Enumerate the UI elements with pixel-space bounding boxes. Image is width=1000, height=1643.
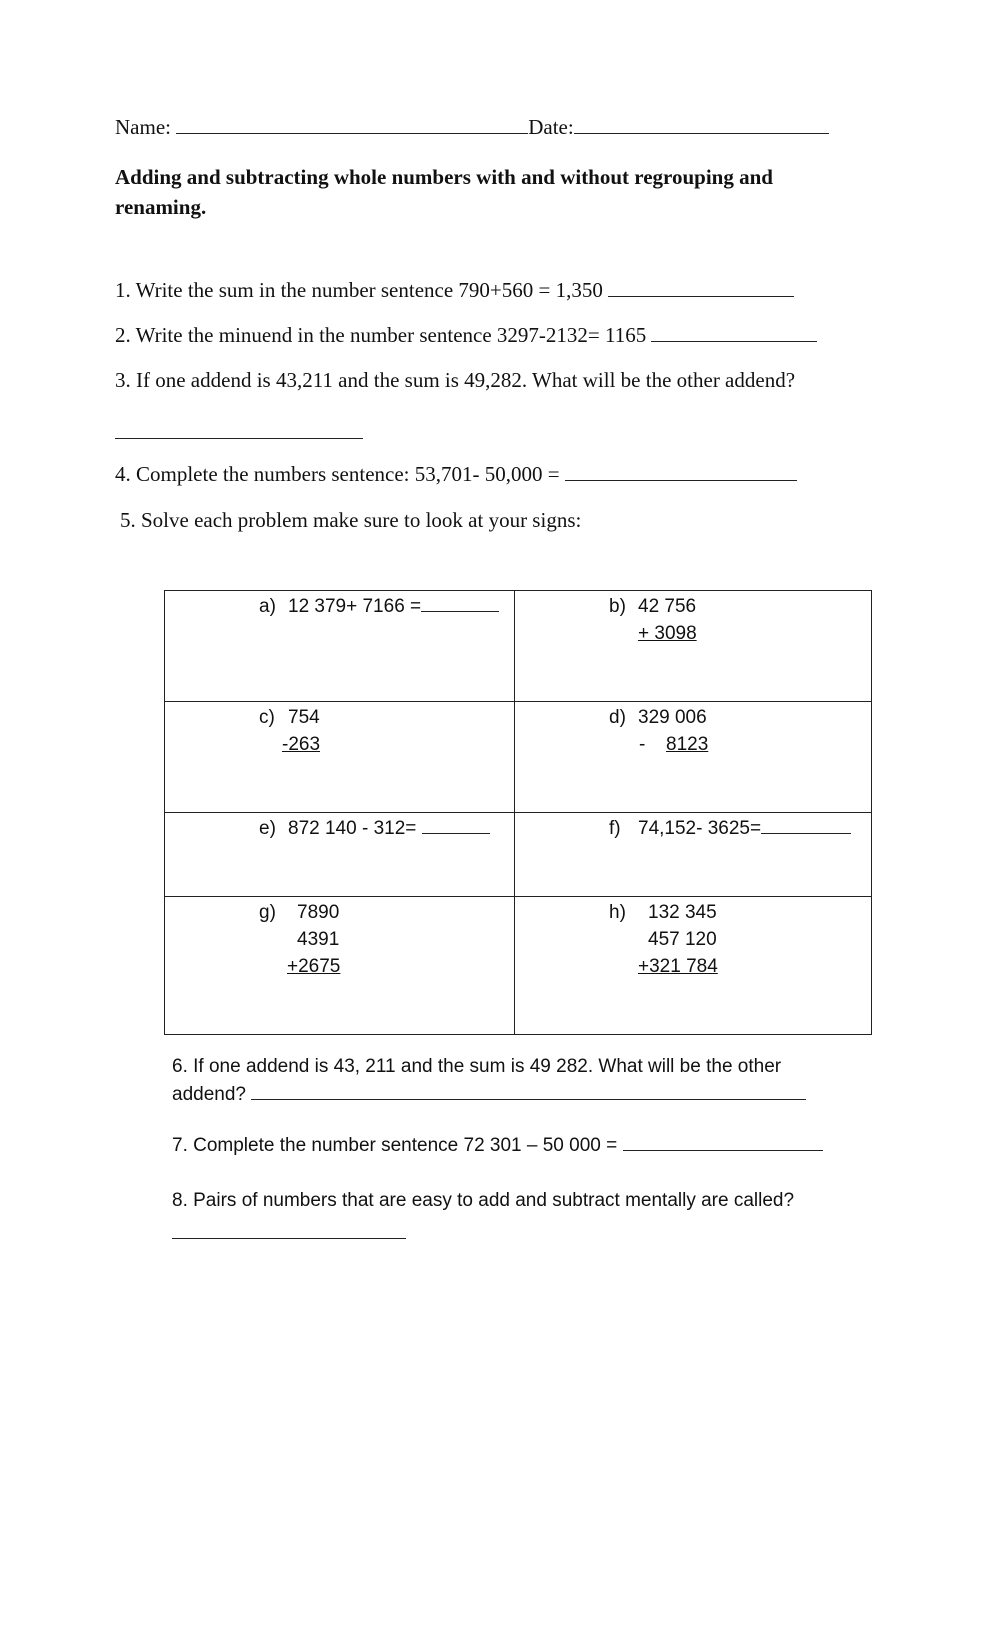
problem-f-blank[interactable] <box>761 819 851 834</box>
question-8-text: 8. Pairs of numbers that are easy to add and subtract mentally are called? <box>172 1190 795 1211</box>
problem-f-label: f) <box>609 818 621 839</box>
answer-4-blank[interactable] <box>565 462 797 481</box>
problems-table <box>164 590 872 1035</box>
problem-a-expression: 12 379+ 7166 = <box>288 596 422 617</box>
worksheet-title: Adding and subtracting whole numbers with and without regrouping and renaming. <box>115 165 773 219</box>
question-4-text: 4. Complete the numbers sentence: 53,701- 50,000 = <box>115 462 560 486</box>
problem-c-line2: -263 <box>282 734 321 755</box>
question-6 <box>172 1053 806 1109</box>
problem-f-cell[interactable] <box>515 813 872 897</box>
question-7-text: 7. Complete the number sentence 72 301 – 50 000 = <box>172 1135 618 1156</box>
table-row <box>165 897 872 1035</box>
question-1 <box>115 278 794 303</box>
problem-a-blank[interactable] <box>421 597 499 612</box>
problem-f-expression: 74,152- 3625= <box>638 818 762 839</box>
problem-g-line1: 7890 <box>297 902 340 923</box>
table-row <box>165 813 872 897</box>
problem-b-line1: 42 756 <box>638 596 697 617</box>
date-field[interactable] <box>574 115 829 134</box>
question-6-text-line2 <box>172 1081 806 1109</box>
problem-e-text <box>288 818 490 840</box>
problem-h-label: h) <box>609 902 626 923</box>
problem-h-line3: +321 784 <box>638 956 718 977</box>
question-7 <box>172 1135 823 1157</box>
question-2-text: 2. Write the minuend in the number sentence 3297-2132= 1165 <box>115 323 647 347</box>
problem-e-expression: 872 140 - 312= <box>288 818 417 839</box>
question-5-text: 5. Solve each problem make sure to look at your signs: <box>120 508 582 532</box>
problem-a-cell[interactable] <box>165 591 515 702</box>
problem-a-label: a) <box>259 596 276 617</box>
answer-1-blank[interactable] <box>608 278 794 297</box>
table-row <box>165 702 872 813</box>
name-field[interactable] <box>176 115 528 134</box>
problem-c-line1: 754 <box>288 707 320 728</box>
problem-g-line2: 4391 <box>297 929 340 950</box>
problem-b-cell[interactable] <box>515 591 872 702</box>
answer-6-blank[interactable] <box>251 1085 806 1100</box>
answer-8-blank[interactable] <box>172 1220 406 1239</box>
problem-d-line2: 8123 <box>666 734 709 755</box>
problem-c-label: c) <box>259 707 275 728</box>
answer-3-blank[interactable] <box>115 420 363 439</box>
problem-d-cell[interactable] <box>515 702 872 813</box>
problem-a-text <box>288 596 499 618</box>
question-3-text: 3. If one addend is 43,211 and the sum is 49,282. What will be the other addend? <box>115 368 796 392</box>
problem-h-line2: 457 120 <box>648 929 717 950</box>
problem-h-line1: 132 345 <box>648 902 717 923</box>
name-label: Name: <box>115 115 171 139</box>
problem-d-label: d) <box>609 707 626 728</box>
question-2 <box>115 323 817 348</box>
problem-g-cell[interactable] <box>165 897 515 1035</box>
problem-d-sign: - <box>639 734 646 755</box>
answer-2-blank[interactable] <box>651 323 817 342</box>
problem-e-cell[interactable] <box>165 813 515 897</box>
problem-h-cell[interactable] <box>515 897 872 1035</box>
problem-d-line1: 329 006 <box>638 707 707 728</box>
problem-g-line3: +2675 <box>287 956 341 977</box>
question-1-text: 1. Write the sum in the number sentence 790+560 = 1,350 <box>115 278 603 302</box>
question-6-addend: addend? <box>172 1084 246 1105</box>
question-4 <box>115 462 797 487</box>
problem-b-line2: + 3098 <box>638 623 697 644</box>
date-label: Date: <box>528 115 574 139</box>
problem-e-blank[interactable] <box>422 819 490 834</box>
problem-c-cell[interactable] <box>165 702 515 813</box>
table-row <box>165 591 872 702</box>
problem-e-label: e) <box>259 818 276 839</box>
problem-b-label: b) <box>609 596 626 617</box>
answer-7-blank[interactable] <box>623 1136 823 1151</box>
problem-g-label: g) <box>259 902 276 923</box>
problem-f-text <box>638 818 851 840</box>
question-6-text-line1: 6. If one addend is 43, 211 and the sum is 49 282. What will be the other <box>172 1056 782 1077</box>
name-date-header <box>115 115 829 140</box>
